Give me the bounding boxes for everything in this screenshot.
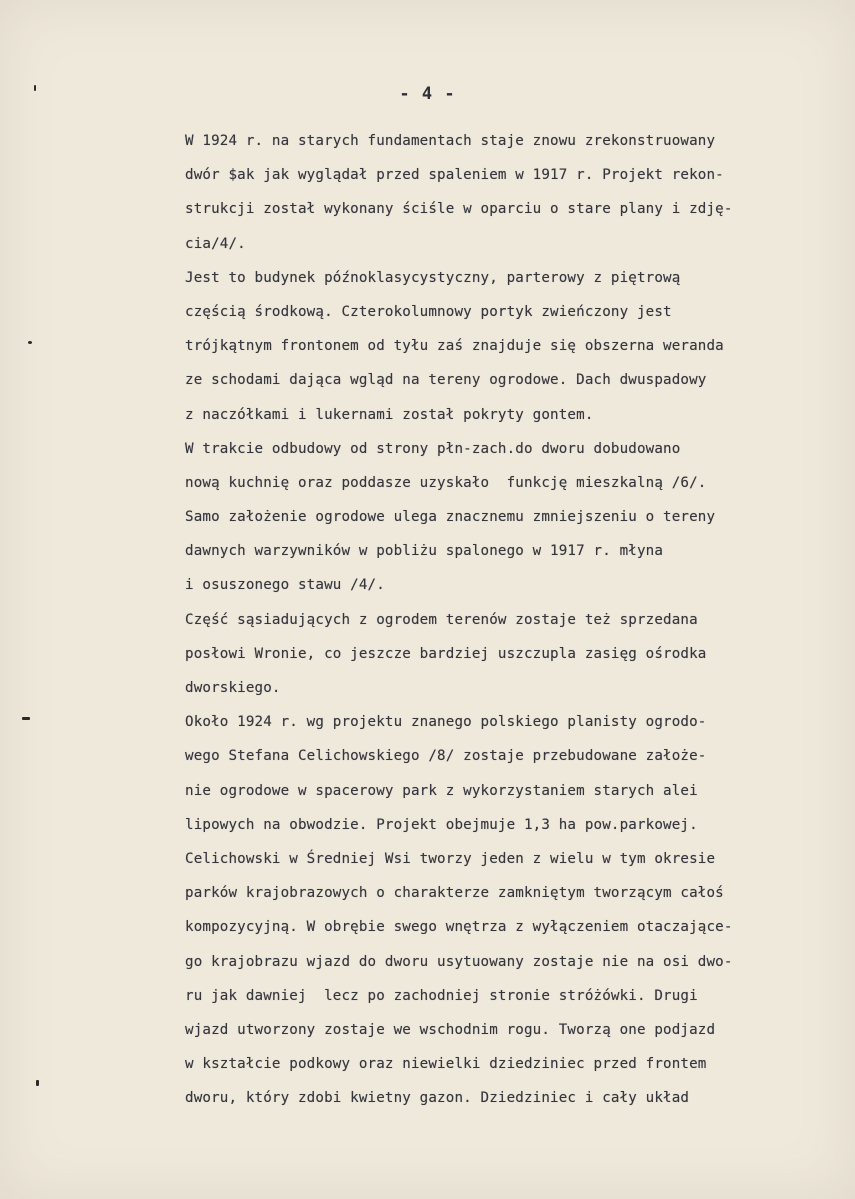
body-text xyxy=(185,124,845,1115)
text-line: Około 1924 r. wg projektu znanego polskiego planisty ogrodo- xyxy=(185,714,707,731)
text-line: kompozycyjną. W obrębie swego wnętrza z wyłączeniem otaczające- xyxy=(185,919,733,936)
text-line: Część sąsiadujących z ogrodem terenów zostaje też sprzedana xyxy=(185,611,698,628)
text-line: dawnych warzywników w pobliżu spalonego w 1917 r. młyna xyxy=(185,543,664,560)
text-line: trójkątnym frontonem od tyłu zaś znajduje się obszerna weranda xyxy=(185,338,724,355)
text-line: Samo założenie ogrodowe ulega znacznemu zmniejszeniu o tereny xyxy=(185,509,716,526)
text-line: Jest to budynek późnoklasycystyczny, parterowy z piętrową xyxy=(185,269,681,286)
text-line: i osuszonego stawu /4/. xyxy=(185,577,385,594)
text-line: go krajobrazu wjazd do dworu usytuowany zostaje nie na osi dwo- xyxy=(185,953,733,970)
text-line: Celichowski w Średniej Wsi tworzy jeden z wielu w tym okresie xyxy=(185,850,716,867)
text-line: nie ogrodowe w spacerowy park z wykorzystaniem starych alei xyxy=(185,782,698,799)
text-line: posłowi Wronie, co jeszcze bardziej uszczupla zasięg ośrodka xyxy=(185,645,707,662)
text-line: cia/4/. xyxy=(185,235,246,252)
text-line: z naczółkami i lukernami został pokryty gontem. xyxy=(185,406,594,423)
text-line: ze schodami dająca wgląd na tereny ogrodowe. Dach dwuspadowy xyxy=(185,372,707,389)
text-line: lipowych na obwodzie. Projekt obejmuje 1,3 ha pow.parkowej. xyxy=(185,816,698,833)
text-line: wego Stefana Celichowskiego /8/ zostaje przebudowane założe- xyxy=(185,748,707,765)
text-line: dworskiego. xyxy=(185,680,281,696)
text-line: dworu, który zdobi kwietny gazon. Dziedziniec i cały układ xyxy=(185,1090,690,1107)
text-line: W 1924 r. na starych fundamentach staje znowu zrekonstruowany xyxy=(185,133,716,149)
text-line: dwór $ak jak wyglądał przed spaleniem w 1917 r. Projekt rekon- xyxy=(185,167,724,184)
page-number: - 4 - xyxy=(399,84,456,104)
text-line: ru jak dawniej lecz po zachodniej stronie stróżówki. Drugi xyxy=(185,987,698,1004)
margin-mark xyxy=(36,1080,39,1086)
text-line: wjazd utworzony zostaje we wschodnim rogu. Tworzą one podjazd xyxy=(185,1021,716,1038)
text-line: parków krajobrazowych o charakterze zamkniętym tworzącym całoś xyxy=(185,885,724,902)
text-line: W trakcie odbudowy od strony płn-zach.do dworu dobudowano xyxy=(185,440,681,457)
text-line: nową kuchnię oraz poddasze uzyskało funkcję mieszkalną /6/. xyxy=(185,474,707,491)
margin-mark xyxy=(22,717,30,720)
text-line: częścią środkową. Czterokolumnowy portyk zwieńczony jest xyxy=(185,303,672,320)
text-line: w kształcie podkowy oraz niewielki dziedziniec przed frontem xyxy=(185,1056,707,1073)
margin-mark xyxy=(28,341,32,344)
text-line: strukcji został wykonany ściśle w oparciu o stare plany i zdję- xyxy=(185,201,733,218)
